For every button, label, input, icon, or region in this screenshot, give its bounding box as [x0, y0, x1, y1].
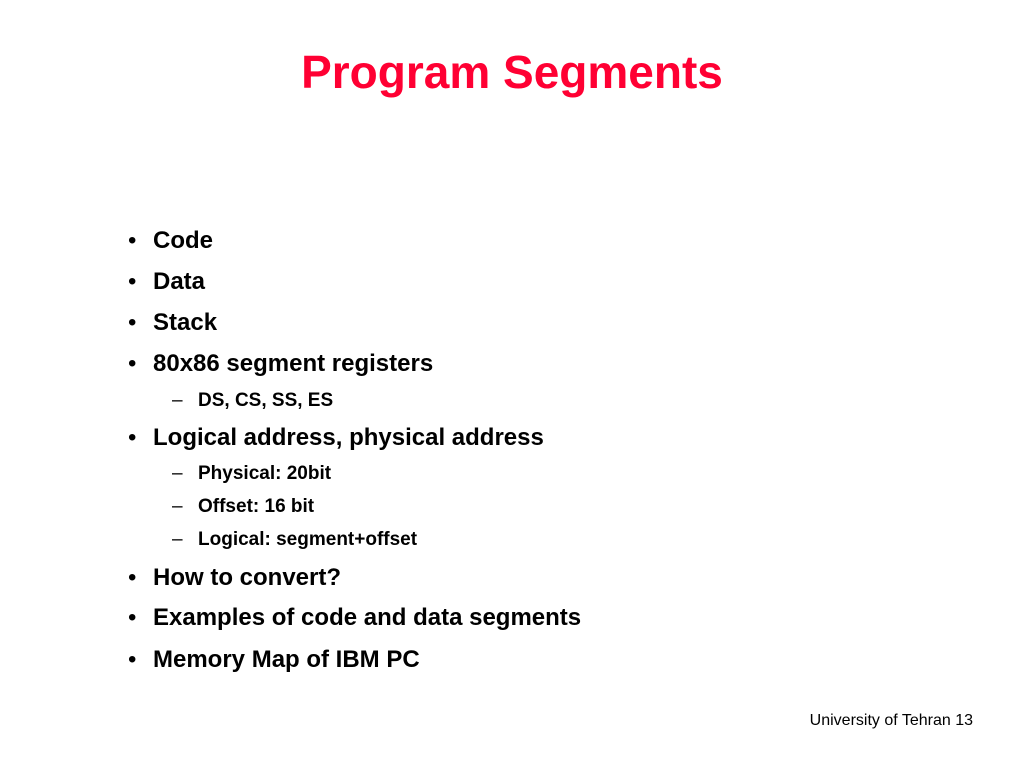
bullet-item-how-to-convert — [128, 563, 341, 593]
bullet-item-text: Code — [153, 227, 213, 254]
bullet-item-text: Examples of code and data segments — [153, 604, 582, 631]
bullet-marker-icon: • — [128, 227, 137, 254]
bullet-marker-icon: • — [128, 268, 137, 295]
bullet-item-text: Logical address, physical address — [153, 424, 544, 451]
dash-marker-icon: – — [172, 463, 183, 484]
bullet-item-text: Data — [153, 268, 206, 295]
bullet-marker-icon: • — [128, 309, 137, 336]
slide-title: Program Segments — [301, 46, 723, 98]
sub-item-physical — [172, 462, 331, 486]
bullet-marker-icon: • — [128, 564, 137, 591]
sub-item-text: Physical: 20bit — [198, 463, 332, 484]
bullet-item-stack — [128, 308, 217, 338]
sub-item-registers — [172, 389, 333, 413]
bullet-marker-icon: • — [128, 424, 137, 451]
bullet-item-code — [128, 226, 213, 256]
bullet-item-text: Stack — [153, 309, 218, 336]
bullet-item-segment-registers — [128, 349, 433, 379]
bullet-item-text: 80x86 segment registers — [153, 350, 434, 377]
bullet-item-memory-map — [128, 645, 420, 675]
sub-item-logical — [172, 528, 417, 552]
bullet-marker-icon: • — [128, 646, 137, 673]
bullet-item-examples — [128, 603, 581, 633]
sub-item-text: Offset: 16 bit — [198, 496, 315, 517]
bullet-marker-icon: • — [128, 604, 137, 631]
sub-item-text: DS, CS, SS, ES — [198, 390, 334, 411]
dash-marker-icon: – — [172, 390, 183, 411]
bullet-marker-icon: • — [128, 350, 137, 377]
slide-footer: University of Tehran 13 — [809, 712, 973, 729]
bullet-item-text: Memory Map of IBM PC — [153, 646, 420, 673]
dash-marker-icon: – — [172, 529, 183, 550]
bullet-item-addresses — [128, 423, 544, 453]
sub-item-text: Logical: segment+offset — [198, 529, 418, 550]
sub-item-offset — [172, 495, 314, 519]
dash-marker-icon: – — [172, 496, 183, 517]
bullet-item-data — [128, 267, 205, 297]
bullet-item-text: How to convert? — [153, 564, 342, 591]
